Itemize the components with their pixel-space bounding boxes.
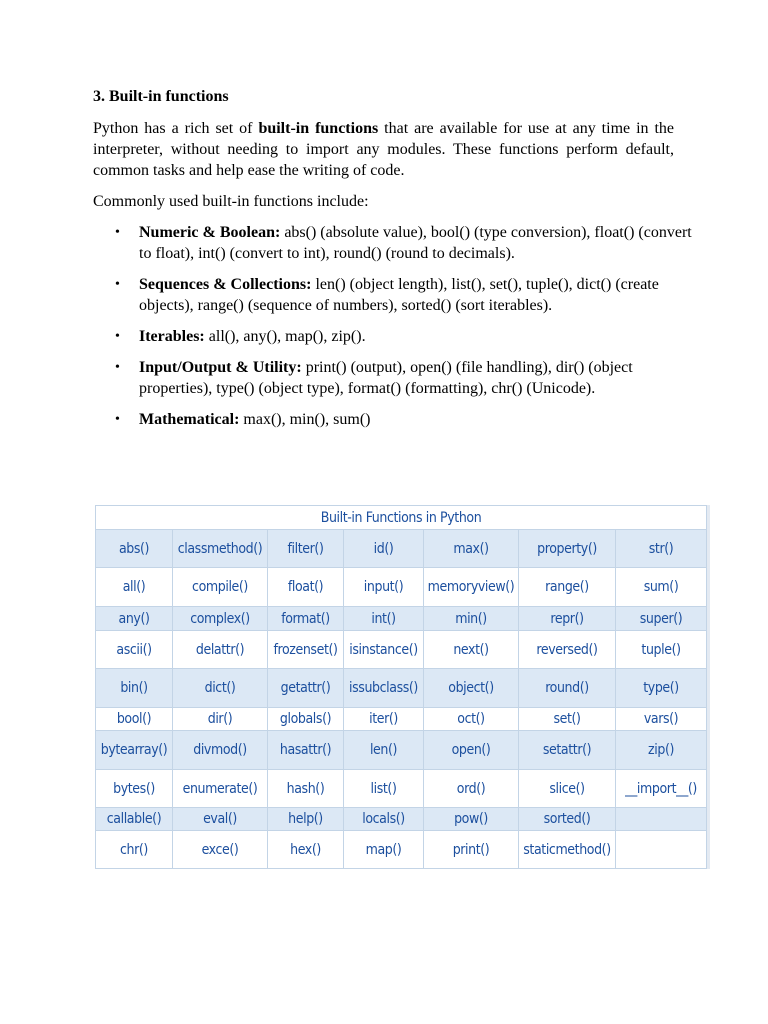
table-row: [96, 607, 707, 631]
function-cell: int(): [344, 607, 424, 631]
function-cell: dict(): [173, 669, 268, 708]
function-cell: float(): [268, 568, 344, 607]
function-cell: abs(): [96, 530, 173, 568]
table-row: [96, 708, 707, 731]
function-cell: help(): [268, 808, 344, 831]
function-cell: dir(): [173, 708, 268, 731]
function-cell: tuple(): [616, 631, 707, 669]
function-cell: repr(): [519, 607, 616, 631]
function-cell: __import__(): [616, 770, 707, 808]
function-cell: iter(): [344, 708, 424, 731]
bullet-icon: •: [115, 412, 120, 427]
function-cell: frozenset(): [268, 631, 344, 669]
function-cell: globals(): [268, 708, 344, 731]
function-cell: classmethod(): [173, 530, 268, 568]
function-cell: format(): [268, 607, 344, 631]
table-title-row: [96, 506, 707, 530]
lead-sentence: Commonly used built-in functions include:: [93, 193, 369, 210]
function-cell: issubclass(): [344, 669, 424, 708]
function-cell: memoryview(): [424, 568, 519, 607]
function-cell: staticmethod(): [519, 831, 616, 869]
function-cell: type(): [616, 669, 707, 708]
list-item: [93, 409, 693, 430]
function-cell: object(): [424, 669, 519, 708]
function-cell: super(): [616, 607, 707, 631]
function-cell: zip(): [616, 731, 707, 770]
bullet-icon: •: [115, 277, 120, 292]
function-cell: any(): [96, 607, 173, 631]
function-cell: filter(): [268, 530, 344, 568]
intro-paragraph: [93, 118, 674, 181]
function-cell: locals(): [344, 808, 424, 831]
function-cell: reversed(): [519, 631, 616, 669]
table-row: [96, 770, 707, 808]
function-cell: round(): [519, 669, 616, 708]
function-cell: exce(): [173, 831, 268, 869]
function-cell: [616, 808, 707, 831]
function-cell: all(): [96, 568, 173, 607]
bullet-label: Iterables:: [139, 328, 205, 345]
table-row: [96, 831, 707, 869]
bullet-icon: •: [115, 360, 120, 375]
function-cell: setattr(): [519, 731, 616, 770]
function-cell: bytes(): [96, 770, 173, 808]
section-heading: 3. Built-in functions: [93, 88, 229, 105]
bullet-text: print() (output), open() (file handling), dir() (object properties), type() (object type), format() (formatting), chr() (Unicode).: [139, 359, 633, 397]
function-cell: map(): [344, 831, 424, 869]
function-cell: [616, 831, 707, 869]
function-cell: chr(): [96, 831, 173, 869]
function-cell: id(): [344, 530, 424, 568]
function-cell: eval(): [173, 808, 268, 831]
function-cell: print(): [424, 831, 519, 869]
table-row: [96, 530, 707, 568]
bullet-text: len() (object length), list(), set(), tuple(), dict() (create objects), range() (sequence of numbers), sorted() (sort iterables).: [139, 276, 659, 314]
function-cell: callable(): [96, 808, 173, 831]
function-cell: hash(): [268, 770, 344, 808]
list-item: [93, 274, 693, 316]
bullet-label: Input/Output & Utility:: [139, 359, 302, 376]
table-row: [96, 631, 707, 669]
function-cell: sum(): [616, 568, 707, 607]
bullet-icon: •: [115, 225, 120, 240]
list-item: [93, 222, 693, 264]
function-cell: hasattr(): [268, 731, 344, 770]
function-cell: str(): [616, 530, 707, 568]
function-cell: bytearray(): [96, 731, 173, 770]
function-cell: getattr(): [268, 669, 344, 708]
function-cell: enumerate(): [173, 770, 268, 808]
function-cell: divmod(): [173, 731, 268, 770]
function-cell: ord(): [424, 770, 519, 808]
table-row: [96, 669, 707, 708]
table-row: [96, 568, 707, 607]
intro-bold-term: built-in functions: [258, 120, 379, 137]
list-item: [93, 357, 693, 399]
function-cell: list(): [344, 770, 424, 808]
builtin-functions-table: [95, 505, 707, 869]
bullet-label: Sequences & Collections:: [139, 276, 312, 293]
function-cell: input(): [344, 568, 424, 607]
function-category-list: [93, 222, 693, 440]
function-cell: vars(): [616, 708, 707, 731]
function-cell: pow(): [424, 808, 519, 831]
intro-text-end: that are available for use at any time in the interpreter, without needing to import any modules. These functions perform default, common tasks and help ease the writing of code.: [93, 120, 675, 179]
bullet-text: max(), min(), sum(): [239, 411, 371, 428]
function-cell: delattr(): [173, 631, 268, 669]
function-cell: max(): [424, 530, 519, 568]
function-cell: min(): [424, 607, 519, 631]
bullet-icon: •: [115, 329, 120, 344]
intro-text-start: Python has a rich set of: [93, 120, 259, 137]
function-cell: sorted(): [519, 808, 616, 831]
function-cell: range(): [519, 568, 616, 607]
function-cell: complex(): [173, 607, 268, 631]
builtin-functions-figure: [95, 505, 710, 869]
table-row: [96, 808, 707, 831]
function-cell: isinstance(): [344, 631, 424, 669]
bullet-label: Mathematical:: [139, 411, 240, 428]
function-cell: next(): [424, 631, 519, 669]
table-title: Built-in Functions in Python: [96, 506, 707, 530]
function-cell: bin(): [96, 669, 173, 708]
function-cell: slice(): [519, 770, 616, 808]
table-row: [96, 731, 707, 770]
function-cell: hex(): [268, 831, 344, 869]
function-cell: oct(): [424, 708, 519, 731]
function-cell: len(): [344, 731, 424, 770]
function-cell: open(): [424, 731, 519, 770]
bullet-label: Numeric & Boolean:: [139, 224, 281, 241]
bullet-text: all(), any(), map(), zip().: [204, 328, 366, 345]
function-cell: compile(): [173, 568, 268, 607]
function-cell: property(): [519, 530, 616, 568]
list-item: [93, 326, 693, 347]
function-cell: set(): [519, 708, 616, 731]
function-cell: bool(): [96, 708, 173, 731]
bullet-text: abs() (absolute value), bool() (type conversion), float() (convert to float), int() (convert to int), round() (round to decimals).: [139, 224, 692, 262]
function-cell: ascii(): [96, 631, 173, 669]
